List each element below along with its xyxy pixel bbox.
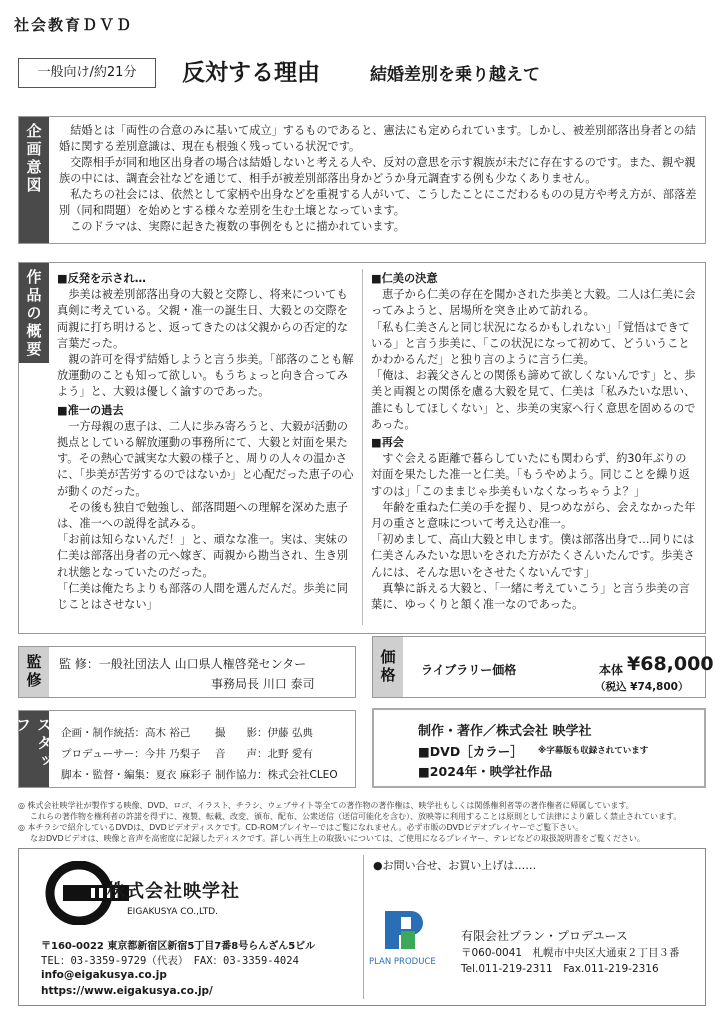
summary-paragraph: すぐ会える距離で暮らしていたにも関わらず、約30年ぶりの対面を果たした准一と仁美。「もうやめよう。同じことを繰り返すのは」「このままじゃ歩美もいなくなっちゃうよ？」 bbox=[371, 452, 690, 498]
summary-heading: ■准一の過去 bbox=[57, 403, 124, 417]
summary-right-column bbox=[371, 269, 697, 613]
plan-section bbox=[18, 116, 706, 244]
summary-heading: ■仁美の決意 bbox=[371, 272, 438, 285]
company-address: 〒160-0022 東京都新宿区新宿5丁目7番8号らんざん5ビル bbox=[41, 941, 316, 952]
staff-credit: 撮 影：伊藤 弘典 bbox=[215, 727, 313, 739]
summary-quote: 「仁美は俺たちよりも部落の人間を選んだんだ。歩美に同じことはさせない」 bbox=[57, 581, 348, 612]
price-amount: ¥68,000 bbox=[627, 653, 714, 675]
supervisor-line2: 事務局長 川口 泰司 bbox=[211, 677, 315, 691]
supervision-section bbox=[18, 646, 356, 698]
summary-paragraph: 一方母親の恵子は、二人に歩み寄ろうと、大毅が活動の拠点としている解放運動の事務所にて、大毅と対面を果たす。その熱心で誠実な大毅の様子と、周りの人々の温かさに、「歩美が苦労するのではないか」と心配だった恵子の心が動くのだった。 bbox=[57, 419, 354, 498]
library-price-label: ライブラリー価格 bbox=[421, 663, 517, 677]
supervisor-line1: 監 修：一般社団法人 山口県人権啓発センター bbox=[59, 657, 307, 671]
staff-credit: プロデューサー：今井 乃梨子 bbox=[61, 748, 201, 760]
price-label: 価格 bbox=[373, 637, 403, 697]
company-email: info@eigakusya.co.jp bbox=[41, 969, 167, 981]
column-divider bbox=[362, 269, 363, 625]
summary-quote: 「初めまして、高山大毅と申します。僕は部落出身で…同りには仁美さんみたいな思いをされた方がたくさんいたんです。歩美さんには、そんな思いをさせたくないんです」 bbox=[371, 533, 695, 579]
summary-heading: ■再会 bbox=[371, 436, 404, 450]
note-line: ◎ 株式会社映学社が製作する映像、DVD、ロゴ、イラスト、チラシ、ウェブサイト等全ての著作物の著作権は、映学社もしくは関係権利者等の著作権者に帰属しています。 bbox=[18, 801, 634, 810]
page-title: 反対する理由 bbox=[182, 60, 320, 86]
company-phone: TEL：03-3359-9729（代表） FAX：03-3359-4024 bbox=[41, 955, 299, 967]
plan-paragraph: 私たちの社会には、依然として家柄や出身などを重視する人がいて、こうしたことにこだわるものの見方や考え方が、部落差別（同和問題）を始めとする様々な差別を生む土壌となっています。 bbox=[59, 188, 697, 217]
staff-credit: 制作協力：株式会社CLEO bbox=[215, 769, 338, 781]
summary-paragraph: 真摯に訴える大毅と、「一緒に考えていこう」と言う歩美の言葉に、ゆっくりと頷く准一なのであった。 bbox=[371, 581, 690, 612]
summary-section bbox=[18, 262, 706, 634]
company-url: https://www.eigakusya.co.jp/ bbox=[41, 985, 213, 997]
note-line: ◎ 本チラシで紹介しているDVDは、DVDビデオディスクです。CD-ROMプレイヤーではご覧になれません。必ず市販のDVDビデオプレイヤーでご覧下さい。 bbox=[18, 823, 584, 832]
summary-quote: 「私も仁美さんと同じ状況になるかもしれない」「覚悟はできている」と言う歩美に、「この状況になって初めて、どういうことかわかるんだ」と独り言のように言う仁美。 bbox=[371, 320, 690, 367]
summary-left-column bbox=[57, 269, 357, 613]
staff-credit: 企画・制作統括：高木 裕己 bbox=[61, 727, 191, 739]
summary-paragraph: 恵子から仁美の存在を聞かされた歩美と大毅。二人は仁美に会ってみようと、居場所を突き止めて訪れる。 bbox=[371, 288, 696, 318]
dealer-address: 〒060-0041 札幌市中央区大通東２丁目３番 bbox=[461, 947, 680, 959]
staff-credit: 脚本・監督・編集：夏衣 麻彩子 bbox=[61, 769, 212, 781]
price-section bbox=[372, 636, 714, 698]
plan-produce-logo-text: PLAN PRODUCE bbox=[369, 957, 436, 967]
dealer-name: 有限会社プラン・プロデユース bbox=[461, 929, 628, 943]
plan-paragraph: 交際相手が同和地区出身者の場合は結婚しないと考える人や、反対の意思を示す親族が未だに存在するのです。また、親や親族の中には、調査会社などを通じて、相手が被差別部落出身かどうか身元調査する例も少なくありません。 bbox=[59, 156, 696, 185]
plan-paragraph: 結婚とは「両性の合意のみに基いて成立」するものであると、憲法にも定められています。しかし、被差別部落出身者との結婚に関する差別意識は、現在も根強く残っている状況です。 bbox=[59, 124, 696, 153]
production-credit: 制作・著作／株式会社 映学社 bbox=[418, 724, 592, 739]
copyright-notes bbox=[18, 800, 708, 844]
plan-paragraph: このドラマは、実際に起きた複数の事例をもとに描かれています。 bbox=[70, 220, 405, 233]
base-price-label: 本体 bbox=[599, 663, 624, 677]
footer-box bbox=[18, 848, 706, 1006]
summary-quote: 「俺は、お義父さんとの関係も諦めて欲しくないんです」と、歩美と両親との関係を慮る大毅を見て、仁美は「私みたいな思い、誰にもしてほしくない」と、歩美の実家へ行く意思を固めるのであった。 bbox=[371, 369, 696, 431]
staff-credit: 音 声：北野 愛有 bbox=[215, 748, 313, 760]
note-line: これらの著作物を権利者の許諾を得ずに、複製、転載、改変、頒布、配布、公衆送信（送信可能化を含む）、放映等に利用することは原則として法律により厳しく禁止されています。 bbox=[30, 812, 682, 821]
dealer-phone: Tel.011-219-2311 Fax.011-219-2316 bbox=[461, 963, 659, 975]
production-section bbox=[372, 708, 706, 788]
page-subtitle: 結婚差別を乗り越えて bbox=[370, 65, 540, 85]
summary-paragraph: 歩美は被差別部落出身の大毅と交際し、将来についても真剣に考えている。父親・准一の誕生日、大毅との交際を両親に打ち明けると、返ってきたのは父親からの否定的な言葉だった。 bbox=[57, 288, 348, 350]
staff-section bbox=[14, 710, 356, 788]
footer-divider bbox=[363, 855, 364, 999]
summary-quote: 「お前は知らないんだ！」と、頑なな准一。実は、実妹の仁美は部落出身者の元へ嫁ぎ、両親から勘当され、生き別れ状態となっていたのだった。 bbox=[57, 533, 349, 579]
production-year: ■2024年・映学社作品 bbox=[418, 764, 553, 779]
summary-label: 作品の概要 bbox=[19, 263, 49, 363]
series-title: 社会教育ＤＶＤ bbox=[14, 16, 134, 34]
summary-paragraph: 年齢を重ねた仁美の手を握り、見つめながら、会えなかった年月の重さと意味について考え込む准一。 bbox=[371, 500, 696, 531]
note-line: なおDVDビデオは、映像と音声を高密度に記録したディスクです。詳しい再生上の取扱いについては、ご使用になるプレイヤー、テレビなどの取扱説明書をご覧ください。 bbox=[30, 834, 645, 843]
plan-produce-logo-icon bbox=[379, 905, 429, 955]
plan-label: 企画意図 bbox=[19, 117, 49, 243]
plan-body bbox=[59, 123, 699, 235]
production-dvd-note: ※字幕版も収録されています bbox=[538, 746, 649, 756]
summary-heading: ■反発を示され… bbox=[57, 272, 146, 285]
price-with-tax: （税込 ¥74,800） bbox=[595, 681, 689, 693]
staff-label: スタッフ bbox=[19, 711, 49, 787]
summary-paragraph: その後も独自で勉強し、部落問題への理解を深めた恵子は、准一への説得を試みる。 bbox=[57, 500, 348, 531]
company-name-en: EIGAKUSYA CO.,LTD. bbox=[127, 907, 219, 917]
audience-badge: 一般向け/約21分 bbox=[18, 58, 156, 88]
summary-paragraph: 親の許可を得ず結婚しようと言う歩美。「部落のことも解放運動のことも知って欲しい。もうちょっと向き合ってみよう」と、大毅は優しく諭すのであった。 bbox=[57, 353, 354, 399]
inquiry-heading: ●お問い合せ、お買い上げは…… bbox=[373, 859, 537, 872]
company-name: 株式会社映学社 bbox=[107, 881, 240, 902]
supervision-label: 監修 bbox=[19, 647, 49, 697]
production-dvd: ■DVD［カラー］ bbox=[418, 744, 523, 759]
